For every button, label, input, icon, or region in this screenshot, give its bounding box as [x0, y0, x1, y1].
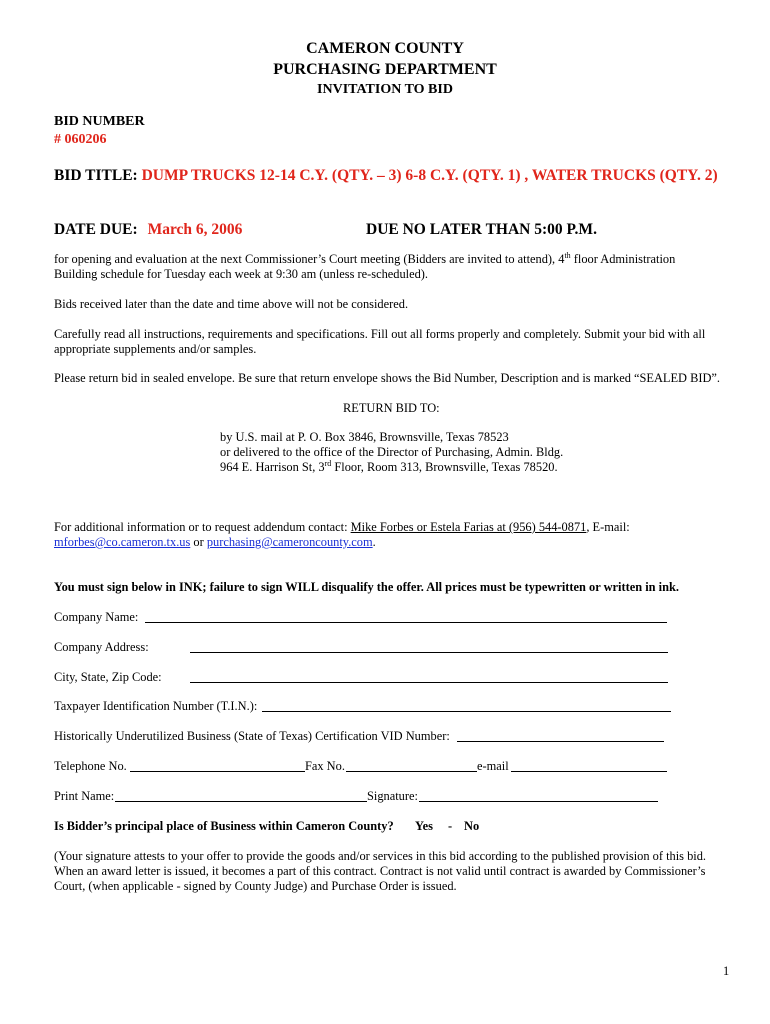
city-state-zip-label: City, State, Zip Code: — [54, 670, 162, 684]
due-time: DUE NO LATER THAN 5:00 P.M. — [366, 221, 597, 238]
bid-title-label: BID TITLE: — [54, 167, 138, 184]
company-address-field[interactable] — [190, 652, 668, 653]
company-name-label: Company Name: — [54, 610, 139, 624]
fax-label: Fax No. — [305, 759, 345, 773]
return-bid-heading: RETURN BID TO: — [343, 401, 440, 415]
hub-vid-field[interactable] — [457, 741, 664, 742]
return-address-line3: 964 E. Harrison St, 3rd Floor, Room 313, Brownsville, Texas 78520. — [220, 458, 558, 474]
email-field[interactable] — [511, 771, 667, 772]
opening-paragraph-line1: for opening and evaluation at the next Commissioner’s Court meeting (Bidders are invited to attend), 4th floor Administration — [54, 250, 676, 266]
print-name-label: Print Name: — [54, 789, 115, 803]
tin-field[interactable] — [262, 711, 671, 712]
print-name-field[interactable] — [115, 801, 367, 802]
option-separator: - — [448, 819, 453, 833]
date-due-label: DATE DUE: — [54, 221, 138, 238]
department-title: PURCHASING DEPARTMENT — [273, 61, 497, 78]
bid-number-label: BID NUMBER — [54, 114, 145, 129]
return-address-line2: or delivered to the office of the Director of Purchasing, Admin. Bldg. — [220, 445, 564, 459]
contact-line: For additional information or to request addendum contact: Mike Forbes or Estela Farias at (956) 544-0871, E-mail: — [54, 520, 630, 534]
document-subtitle: INVITATION TO BID — [317, 82, 453, 97]
principal-place-question: Is Bidder’s principal place of Business within Cameron County? — [54, 819, 394, 833]
attestation-paragraph: (Your signature attests to your offer to provide the goods and/or services in this bid according to the published provision of this bid. When an award letter is issued, it becomes a part of this contract. Contract is not valid until contract is awarded by Commissioner’s Court, (when applicable - signed by County Judge) and Purchase Order is issued. — [54, 849, 707, 893]
email-line: mforbes@co.cameron.tx.us or purchasing@cameroncounty.com. — [54, 535, 376, 549]
contact-names: Mike Forbes or Estela Farias at (956) 544-0871 — [350, 520, 587, 534]
signature-field[interactable] — [419, 801, 658, 802]
company-address-label: Company Address: — [54, 640, 149, 654]
telephone-label: Telephone No. — [54, 759, 127, 773]
bid-number: # 060206 — [54, 132, 107, 147]
return-address-line1: by U.S. mail at P. O. Box 3846, Brownsville, Texas 78523 — [220, 430, 509, 444]
yes-option[interactable]: Yes — [415, 819, 433, 833]
no-option[interactable]: No — [464, 819, 480, 833]
bid-title: DUMP TRUCKS 12-14 C.Y. (QTY. – 3) 6-8 C.Y. (QTY. 1) , WATER TRUCKS (QTY. 2) — [141, 167, 718, 184]
email-link-purchasing[interactable]: purchasing@cameroncounty.com — [206, 535, 373, 549]
signature-label: Signature: — [367, 789, 418, 803]
sign-warning: You must sign below in INK; failure to sign WILL disqualify the offer. All prices must be typewritten or written in ink. — [54, 580, 679, 594]
instructions-paragraph: Carefully read all instructions, requirements and specifications. Fill out all forms properly and completely. Submit your bid with all appropriate supplements and/or samples. — [54, 327, 706, 356]
telephone-field[interactable] — [130, 771, 305, 772]
city-state-zip-field[interactable] — [190, 682, 668, 683]
company-name-field[interactable] — [145, 622, 667, 623]
email-link-mforbes[interactable]: mforbes@co.cameron.tx.us — [54, 535, 191, 549]
hub-label: Historically Underutilized Business (State of Texas) Certification VID Number: — [54, 729, 450, 743]
envelope-paragraph: Please return bid in sealed envelope. Be sure that return envelope shows the Bid Number, Description and is marked “SEALED BID”. — [54, 371, 721, 385]
page-number: 1 — [723, 964, 730, 978]
opening-paragraph-line2: Building schedule for Tuesday each week at 9:30 am (unless re-scheduled). — [54, 267, 429, 281]
bid-title-row — [54, 167, 718, 185]
date-due: March 6, 2006 — [147, 221, 243, 238]
late-bids-paragraph: Bids received later than the date and time above will not be considered. — [54, 297, 409, 311]
fax-field[interactable] — [346, 771, 477, 772]
date-due-row — [54, 221, 242, 239]
county-title: CAMERON COUNTY — [306, 40, 464, 57]
email-label: e-mail — [477, 759, 509, 773]
tin-label: Taxpayer Identification Number (T.I.N.): — [54, 699, 258, 713]
